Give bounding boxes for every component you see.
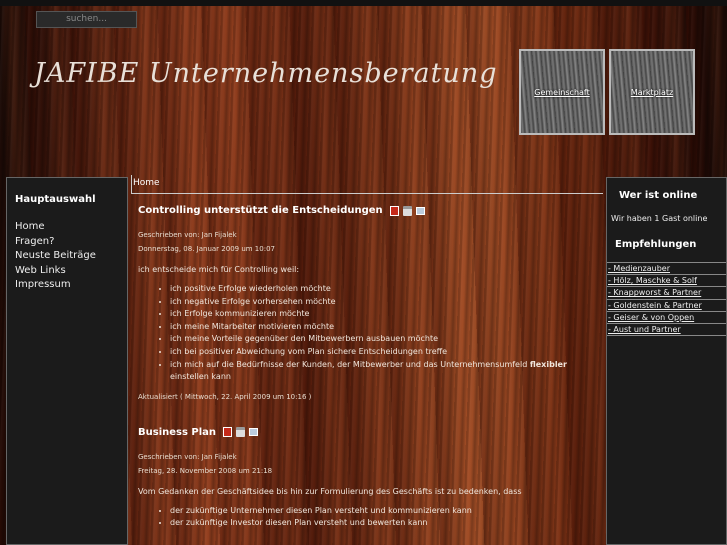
menu-item-web-links[interactable]: Web Links xyxy=(15,264,66,276)
article-title[interactable] xyxy=(138,205,598,216)
nav-tile-gemeinschaft[interactable] xyxy=(519,49,605,135)
article-title-text[interactable]: Business Plan xyxy=(138,426,217,438)
menu-item-impressum[interactable]: Impressum xyxy=(15,279,71,290)
bullet-text: ich mich auf die Bedürfnisse der Kunden, der Mitbewerber und das Unternehmensumfeld xyxy=(170,359,528,369)
recommendations-list xyxy=(607,262,726,336)
bullet-emphasis: flexibler xyxy=(529,359,567,369)
search-input[interactable]: suchen... xyxy=(36,11,137,28)
article-intro: Vom Gedanken der Geschäftsidee bis hin zur Formulierung des Geschäfts ist zu bedenken, dass xyxy=(138,486,522,496)
right-sidebar xyxy=(606,177,727,545)
list-item: • ich Erfolge kommunizieren möchte xyxy=(170,308,598,321)
main-menu-heading: Hauptauswahl xyxy=(15,194,96,205)
breadcrumb[interactable]: Home xyxy=(131,175,603,194)
nav-tile-marktplatz[interactable] xyxy=(609,49,695,135)
article-tools xyxy=(223,427,258,437)
menu-item-home[interactable]: Home xyxy=(15,221,45,232)
link-geiser-von-oppen[interactable]: - Geiser & von Oppen xyxy=(607,312,726,324)
link-hoelz-maschke-solf[interactable]: - Hölz, Maschke & Solf xyxy=(607,275,726,287)
link-goldenstein-partner[interactable]: - Goldenstein & Partner xyxy=(607,300,726,312)
top-bar xyxy=(0,0,727,6)
list-item: • der zukünftige Investor diesen Plan versteht und bewerten kann xyxy=(170,517,598,530)
link-aust-und-partner[interactable]: - Aust und Partner xyxy=(607,324,726,336)
guests-online: Wir haben 1 Gast online xyxy=(611,214,708,223)
print-icon[interactable] xyxy=(236,427,245,437)
main-content xyxy=(138,196,598,530)
bullet-text: einstellen kann xyxy=(170,372,231,382)
nav-tile-label: Gemeinschaft xyxy=(534,87,590,97)
left-sidebar xyxy=(6,177,128,545)
menu-item-neuste-beitraege[interactable]: Neuste Beiträge xyxy=(15,250,96,261)
article-tools xyxy=(390,206,425,216)
list-item: • der zukünftige Unternehmer diesen Plan versteht und kommunizieren kann xyxy=(170,505,598,518)
list-item: • ich meine Mitarbeiter motivieren möchte xyxy=(170,321,598,334)
article-date: Donnerstag, 08. Januar 2009 um 10:07 xyxy=(138,245,275,253)
pdf-icon[interactable] xyxy=(223,427,232,437)
article-title-text[interactable]: Controlling unterstützt die Entscheidungen xyxy=(138,205,383,216)
list-item: • ich bei positiver Abweichung vom Plan sichere Entscheidungen treffe xyxy=(170,346,598,359)
list-item: • ich meine Vorteile gegenüber den Mitbewerbern ausbauen möchte xyxy=(170,333,598,346)
pdf-icon[interactable] xyxy=(390,206,399,216)
article-bullets xyxy=(170,505,598,530)
article-author: Geschrieben von: Jan Fijalek xyxy=(138,231,237,239)
article-author: Geschrieben von: Jan Fijalek xyxy=(138,452,237,461)
article-date: Freitag, 28. November 2008 um 21:18 xyxy=(138,466,273,475)
article-title[interactable] xyxy=(138,427,598,438)
who-online-heading: Wer ist online xyxy=(619,190,698,201)
list-item: • ich positive Erfolge wiederholen möchte xyxy=(170,283,598,296)
article-intro: ich entscheide mich für Controlling weil: xyxy=(138,265,300,274)
list-item xyxy=(170,359,598,384)
print-icon[interactable] xyxy=(403,206,412,216)
article-updated: Aktualisiert ( Mittwoch, 22. April 2009 um 10:16 ) xyxy=(138,392,312,401)
list-item: • ich negative Erfolge vorhersehen möchte xyxy=(170,296,598,309)
email-icon[interactable] xyxy=(416,207,425,215)
email-icon[interactable] xyxy=(249,428,258,436)
article-bullets xyxy=(170,283,598,384)
nav-tile-label: Marktplatz xyxy=(630,87,674,97)
recommendations-heading: Empfehlungen xyxy=(615,239,697,250)
menu-item-fragen[interactable]: Fragen? xyxy=(15,235,55,247)
link-medienzauber[interactable]: - Medienzauber xyxy=(607,263,726,275)
site-title: JAFIBE Unternehmensberatung xyxy=(34,58,498,89)
main-menu xyxy=(7,220,127,293)
link-knappworst-partner[interactable]: - Knappworst & Partner xyxy=(607,287,726,299)
